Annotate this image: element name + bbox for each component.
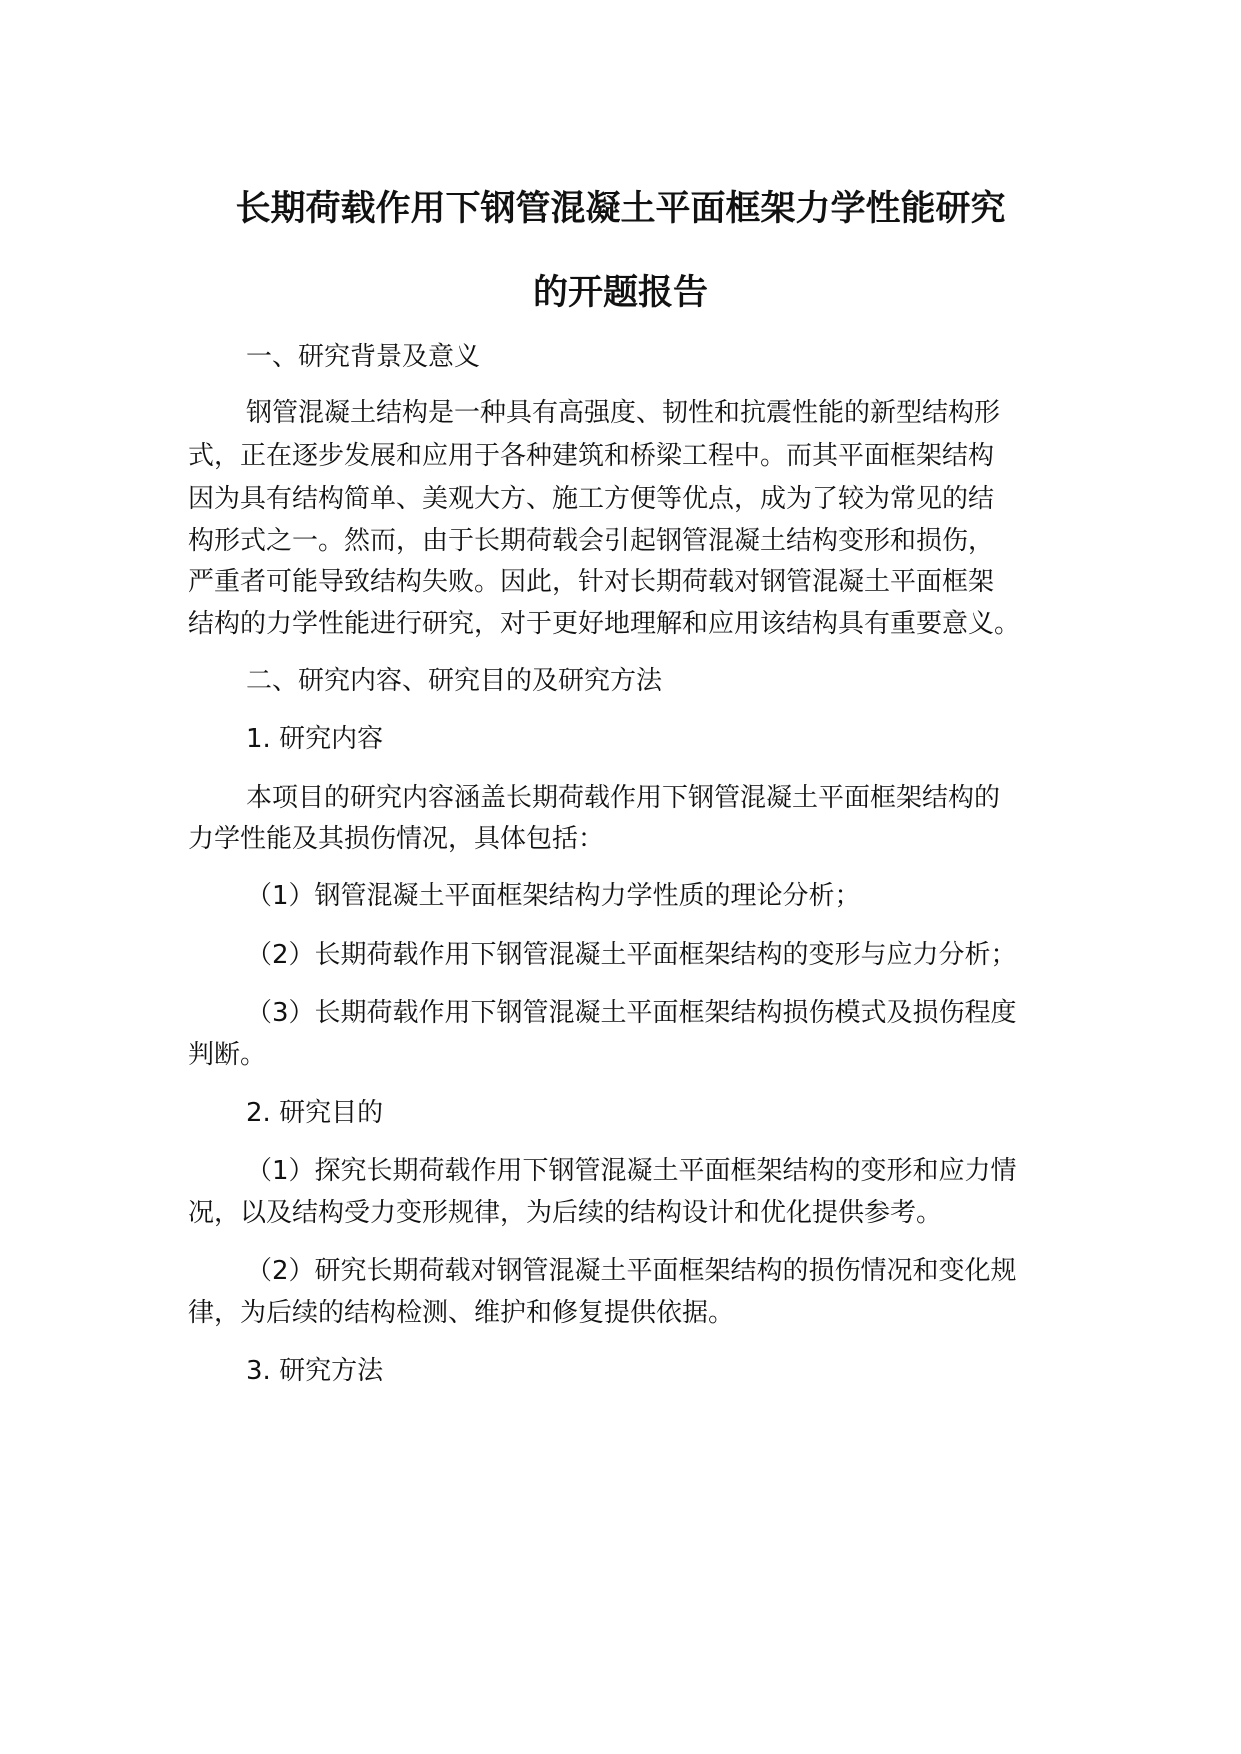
list-item: （3）长期荷载作用下钢管混凝土平面框架结构损伤模式及损伤程度 xyxy=(246,998,1017,1028)
paragraph-line: 钢管混凝土结构是一种具有高强度、韧性和抗震性能的新型结构形 xyxy=(246,398,1001,428)
document-title-line-1: 长期荷载作用下钢管混凝土平面框架力学性能研究 xyxy=(235,189,1006,229)
paragraph-line: 结构的力学性能进行研究，对于更好地理解和应用该结构具有重要意义。 xyxy=(188,609,1021,639)
list-item: （1）钢管混凝土平面框架结构力学性质的理论分析； xyxy=(246,881,861,911)
list-item-continuation: 况，以及结构受力变形规律，为后续的结构设计和优化提供参考。 xyxy=(188,1198,943,1228)
list-item: （1）探究长期荷载作用下钢管混凝土平面框架结构的变形和应力情 xyxy=(246,1156,1017,1186)
list-item: （2）长期荷载作用下钢管混凝土平面框架结构的变形与应力分析； xyxy=(246,940,1017,970)
paragraph-line: 严重者可能导致结构失败。因此，针对长期荷载对钢管混凝土平面框架 xyxy=(188,567,995,597)
list-item-continuation: 律，为后续的结构检测、维护和修复提供依据。 xyxy=(188,1298,735,1328)
paragraph-line: 因为具有结构简单、美观大方、施工方便等优点，成为了较为常见的结 xyxy=(188,484,995,514)
subsection-heading-content: 1. 研究内容 xyxy=(246,724,384,754)
section-heading-content: 二、研究内容、研究目的及研究方法 xyxy=(246,666,663,696)
section-heading-background: 一、研究背景及意义 xyxy=(246,342,481,372)
paragraph-line: 力学性能及其损伤情况，具体包括： xyxy=(188,824,605,854)
paragraph-line: 构形式之一。然而，由于长期荷载会引起钢管混凝土结构变形和损伤， xyxy=(188,526,995,556)
subsection-heading-purpose: 2. 研究目的 xyxy=(246,1098,384,1128)
subsection-heading-method: 3. 研究方法 xyxy=(246,1356,384,1386)
paragraph-line: 式，正在逐步发展和应用于各种建筑和桥梁工程中。而其平面框架结构 xyxy=(188,441,995,471)
document-title-line-2: 的开题报告 xyxy=(532,273,708,313)
list-item-continuation: 判断。 xyxy=(188,1040,267,1070)
paragraph-line: 本项目的研究内容涵盖长期荷载作用下钢管混凝土平面框架结构的 xyxy=(246,783,1001,813)
list-item: （2）研究长期荷载对钢管混凝土平面框架结构的损伤情况和变化规 xyxy=(246,1256,1017,1286)
